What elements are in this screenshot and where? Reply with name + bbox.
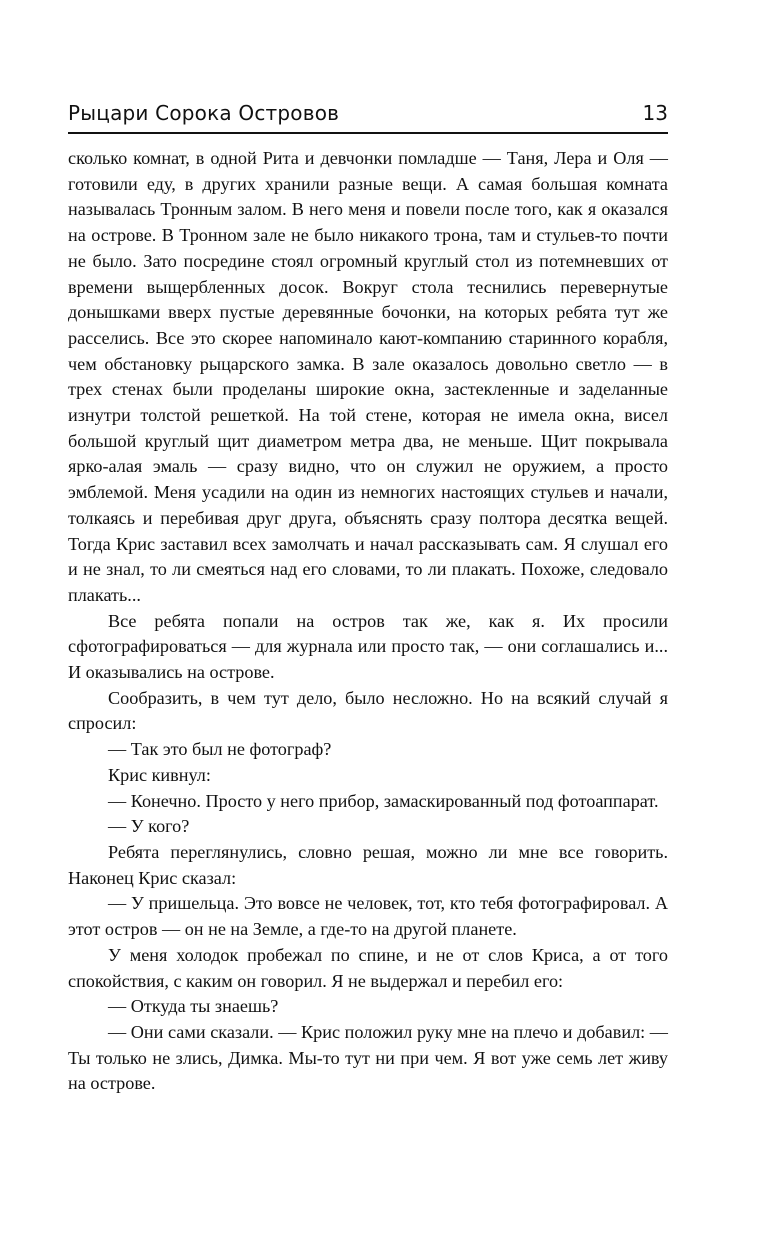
running-header [68,100,668,134]
dialogue-line: — Конечно. Просто у него прибор, замаскированный под фотоаппарат. [108,790,659,811]
paragraph: Ребята переглянулись, словно решая, можно ли мне все говорить. Наконец Крис сказал: [68,841,668,888]
dialogue-line: — Откуда ты знаешь? [108,996,279,1017]
dialogue-line: — Так это был не фотограф? [108,739,332,760]
dialogue-line: — Они сами сказали. — Крис положил руку мне на плечо и добавил: — Ты только не злись, Димка. Мы-то тут ни при чем. Я вот уже семь лет живу на острове. [68,1021,668,1094]
page-number: 13 [642,101,668,125]
book-title: Рыцари Сорока Островов [68,101,340,125]
dialogue-line: — У пришельца. Это вовсе не человек, тот, кто тебя фотографировал. А этот остров — он не на Земле, а где-то на другой планете. [68,893,668,940]
paragraph: сколько комнат, в одной Рита и девчонки помладше — Таня, Лера и Оля — готовили еду, в других хранили разные вещи. А самая большая комната называлась Тронным залом. В него меня и повели после того, как я оказался на острове. В Тронном зале не было никакого трона, там и стульев-то почти не было. Зато посредине стоял огромный круглый стол из потемневших от времени выщербленных досок. Вокруг стола теснились перевернутые донышками вверх пустые деревянные бочонки, на которых ребята тут же расселись. Все это скорее напоминало кают-компанию старинного корабля, чем обстановку рыцарского замка. В зале оказалось довольно светло — в трех стенах были проделаны широкие окна, застекленные и заделанные изнутри толстой решеткой. На той стене, которая не имела окна, висел большой круглый щит диаметром метра два, не меньше. Щит покрывала ярко-алая эмаль — сразу видно, что он служил не оружием, а просто эмблемой. Меня усадили на один из немногих настоящих стульев и начали, толкаясь и перебивая друг друга, объяснять сразу полтора десятка вещей. Тогда Крис заставил всех замолчать и начал рассказывать сам. Я слушал его и не знал, то ли смеяться над его словами, то ли плакать. Похоже, следовало плакать... [68,148,668,605]
paragraph: Все ребята попали на остров так же, как я. Их просили сфотографироваться — для журнала или просто так, — они соглашались и... И оказывались на острове. [68,610,668,683]
paragraph: У меня холодок пробежал по спине, и не от слов Криса, а от того спокойствия, с каким он говорил. Я не выдержал и перебил его: [68,944,668,991]
paragraph: Крис кивнул: [108,764,211,785]
dialogue-line: — У кого? [108,816,190,837]
paragraph: Сообразить, в чем тут дело, было несложно. Но на всякий случай я спросил: [68,687,668,734]
page-body-text [68,146,668,1097]
